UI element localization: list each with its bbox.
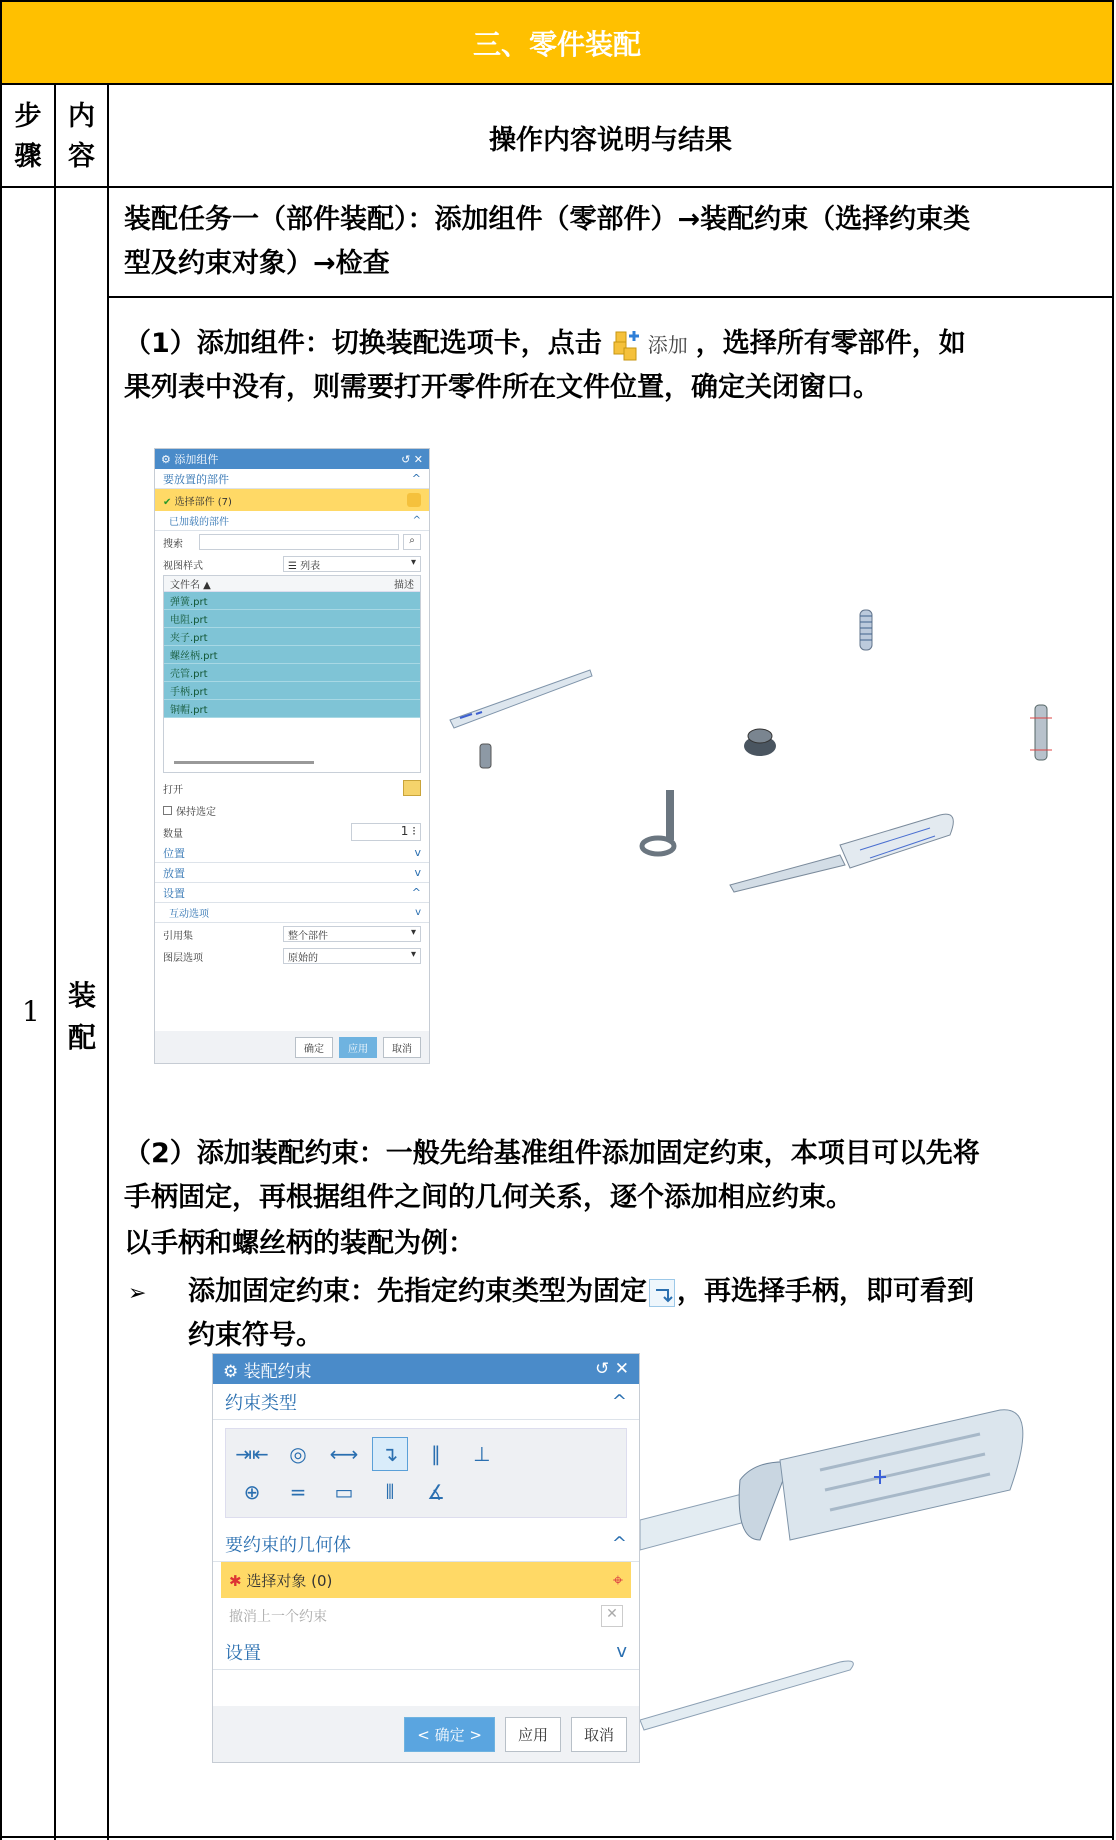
header-bottom-line — [0, 186, 1114, 188]
step2-line-1: （2）添加装配约束：一般先给基准组件添加固定约束，本项目可以先将 — [124, 1138, 980, 1169]
add-component-inline — [610, 323, 688, 367]
header-content-1: 内 — [68, 101, 95, 132]
open-folder-icon[interactable] — [403, 780, 421, 796]
loaded-parts-label: 已加载的部件 — [169, 517, 229, 528]
chevron-down-icon: v — [414, 846, 421, 859]
step1-part-a: （1）添加组件：切换装配选项卡，点击 — [124, 328, 602, 359]
pin-part — [1030, 705, 1052, 760]
perpendicular-icon[interactable]: ⊥ — [473, 1442, 491, 1466]
ok-button[interactable]: 确定 — [295, 1037, 333, 1058]
view-style-select[interactable]: ☰ 列表 ▾ — [283, 556, 421, 572]
gear-icon: ⚙ — [223, 1361, 239, 1382]
undo-last-row — [213, 1598, 639, 1634]
file-item[interactable]: 手柄.prt — [164, 682, 420, 700]
add-component-dialog — [154, 448, 430, 1064]
section-parts[interactable] — [155, 469, 429, 489]
file-item[interactable]: 弹簧.prt — [164, 592, 420, 610]
chevron-up-icon: ^ — [411, 472, 421, 485]
reference-set-value: 整个部件 — [288, 931, 328, 942]
table-divider-2 — [107, 85, 109, 1840]
keep-selected-row[interactable] — [155, 799, 429, 821]
shaft-part — [450, 670, 592, 728]
add-component-icon — [610, 328, 644, 362]
bullet-line-1 — [188, 1270, 974, 1314]
file-item[interactable]: 壳管.prt — [164, 664, 420, 682]
apply-button[interactable]: 应用 — [505, 1717, 561, 1752]
search-input[interactable] — [199, 534, 399, 550]
keep-selected-label: 保持选定 — [176, 806, 216, 818]
reference-set-select[interactable]: 整个部件 ▾ — [283, 926, 421, 942]
section-constraint-type[interactable] — [213, 1384, 639, 1420]
chevron-up-icon: ^ — [611, 1533, 627, 1554]
ok-button[interactable]: < 确定 > — [404, 1717, 495, 1752]
bullet-marker: ➢ — [128, 1281, 147, 1306]
file-list-header — [164, 576, 420, 592]
layer-option-label: 图层选项 — [163, 952, 203, 964]
loaded-parts-header[interactable] — [155, 511, 429, 531]
section-type-label: 约束类型 — [225, 1392, 297, 1414]
header-content-2: 容 — [68, 141, 95, 172]
required-star-icon: ✱ — [229, 1571, 242, 1590]
clip-part — [642, 790, 674, 854]
layer-option-select[interactable]: 原始的 ▾ — [283, 948, 421, 964]
search-label: 搜索 — [163, 538, 183, 550]
bond-icon[interactable]: = — [289, 1480, 307, 1504]
section-placement[interactable] — [155, 863, 429, 883]
header-step-1: 步 — [14, 101, 42, 132]
table-bottom-line — [0, 1836, 1114, 1838]
cancel-button[interactable]: 取消 — [383, 1037, 421, 1058]
reference-set-label: 引用集 — [163, 930, 193, 942]
concentric-icon[interactable]: ◎ — [289, 1442, 307, 1466]
align-lock-icon[interactable]: ⊕ — [243, 1480, 261, 1504]
dialog-buttons — [155, 1031, 429, 1063]
nut-part — [744, 729, 776, 756]
step1-line-2: 果列表中没有，则需要打开零件所在文件位置，确定关闭窗口。 — [124, 372, 880, 403]
chevron-up-icon: ^ — [411, 886, 421, 899]
task-line-1: 装配任务一（部件装配）：添加组件（零部件）→装配约束（选择约束类 — [124, 204, 971, 235]
reference-set-row — [155, 923, 429, 945]
constraint-type-grid — [225, 1428, 627, 1518]
reset-icon[interactable]: ↺ — [401, 452, 411, 466]
part-select-icon — [407, 493, 421, 507]
spring-part — [860, 610, 872, 650]
select-parts-row[interactable] — [155, 489, 429, 511]
header-description: 操作内容说明与结果 — [489, 124, 732, 156]
apply-button[interactable]: 应用 — [339, 1037, 377, 1058]
touch-align-icon[interactable]: ⇥⇤ — [235, 1442, 269, 1466]
task-bottom-line — [107, 296, 1114, 298]
step1-line-1 — [124, 322, 966, 367]
small-cylinder-part — [480, 744, 491, 768]
gear-icon: ⚙ — [161, 453, 171, 466]
section-position-label: 位置 — [163, 846, 185, 860]
undo-last-label: 撤消上一个约束 — [229, 1609, 327, 1625]
cancel-button[interactable]: 取消 — [571, 1717, 627, 1752]
handle-illustration — [640, 1400, 1080, 1740]
step2-line-2: 手柄固定，再根据组件之间的几何关系，逐个添加相应约束。 — [124, 1182, 853, 1213]
shaft-part — [640, 1661, 853, 1730]
dialog-titlebar — [155, 449, 429, 469]
chevron-down-icon: v — [616, 1641, 627, 1662]
dialog-titlebar — [213, 1354, 639, 1384]
assembly-constraint-dialog — [212, 1353, 640, 1763]
section-settings-label: 设置 — [163, 886, 185, 900]
quantity-stepper[interactable]: 1 ⁝ — [351, 823, 421, 841]
view-style-row — [155, 553, 429, 575]
search-row — [155, 531, 429, 553]
crosshair-icon[interactable]: ⌖ — [612, 1569, 623, 1591]
quantity-row — [155, 821, 429, 843]
step-number: 1 — [22, 995, 40, 1028]
list-scrollbar[interactable] — [174, 761, 314, 764]
header-step-2: 骤 — [14, 141, 42, 172]
quantity-value: 1 — [400, 824, 409, 838]
dialog-buttons — [213, 1706, 639, 1762]
task-line-2: 型及约束对象）→检查 — [124, 248, 390, 279]
select-parts-label: 选择部件 (7) — [174, 496, 232, 508]
section-parts-label: 要放置的部件 — [163, 472, 229, 486]
table-border-right — [1112, 85, 1114, 1840]
layer-option-row — [155, 945, 429, 967]
file-list — [163, 575, 421, 773]
chevron-up-icon: ^ — [412, 515, 421, 526]
section-geometry-label: 要约束的几何体 — [225, 1534, 351, 1556]
chevron-down-icon: v — [414, 866, 421, 879]
dialog-title: 添加组件 — [174, 453, 219, 466]
dialog-title: 装配约束 — [243, 1361, 312, 1382]
content-label-1: 装 — [67, 979, 96, 1012]
section-settings[interactable] — [155, 883, 429, 903]
interaction-options[interactable] — [155, 903, 429, 923]
undo-icon[interactable]: ✕ — [601, 1605, 623, 1627]
add-component-label: 添加 — [647, 332, 688, 357]
handle-part — [640, 1410, 1023, 1550]
content-label-2: 配 — [67, 1021, 96, 1054]
section-placement-label: 放置 — [163, 866, 185, 880]
file-item[interactable]: 铜帽.prt — [164, 700, 420, 718]
section-geometry[interactable] — [213, 1526, 639, 1562]
example-line: 以手柄和螺丝柄的装配为例： — [124, 1228, 475, 1259]
file-item[interactable]: 螺丝柄.prt — [164, 646, 420, 664]
reset-icon[interactable]: ↺ — [595, 1359, 610, 1379]
chevron-up-icon: ^ — [611, 1391, 627, 1412]
quantity-label: 数量 — [163, 828, 183, 840]
bullet-part-a: 添加固定约束：先指定约束类型为固定 — [188, 1276, 647, 1307]
select-object-label: 选择对象 (0) — [246, 1571, 333, 1590]
select-object-row[interactable] — [221, 1562, 631, 1598]
section-settings[interactable] — [213, 1634, 639, 1670]
parts-illustration — [440, 600, 1100, 920]
section-settings-label: 设置 — [225, 1642, 261, 1664]
check-icon: ✔ — [163, 496, 172, 508]
col-desc[interactable]: 描述 — [394, 580, 414, 591]
fit-icon[interactable]: ▭ — [334, 1480, 354, 1504]
view-style-label: 视图样式 — [163, 560, 203, 572]
table-divider-1 — [54, 85, 56, 1840]
header-step — [2, 92, 54, 182]
file-item[interactable]: 电阻.prt — [164, 610, 420, 628]
checkbox-icon[interactable] — [163, 806, 172, 815]
file-item[interactable]: 夹子.prt — [164, 628, 420, 646]
screwdriver-part — [730, 814, 953, 892]
section-title: 三、零件装配 — [0, 0, 1114, 85]
fix-constraint-icon — [649, 1279, 675, 1307]
open-label: 打开 — [163, 784, 183, 796]
center-icon[interactable]: ⫴ — [385, 1480, 395, 1504]
chevron-down-icon: v — [415, 907, 421, 918]
open-row — [155, 777, 429, 799]
close-icon[interactable]: ✕ — [614, 1359, 629, 1379]
bullet-part-b: ，再选择手柄，即可看到 — [677, 1276, 974, 1307]
header-content — [56, 92, 107, 182]
bullet-line-2: 约束符号。 — [188, 1320, 323, 1351]
fix-icon[interactable]: ↴ — [372, 1437, 408, 1471]
layer-option-value: 原始的 — [288, 953, 318, 964]
close-icon[interactable]: ✕ — [413, 452, 423, 466]
interaction-options-label: 互动选项 — [169, 909, 209, 920]
search-icon[interactable]: ⌕ — [403, 534, 421, 550]
step1-part-b: ，选择所有零部件，如 — [695, 328, 966, 359]
angle-icon[interactable]: ∡ — [427, 1480, 445, 1504]
col-filename[interactable]: 文件名 ▲ — [170, 580, 211, 591]
view-style-value: 列表 — [300, 561, 321, 572]
distance-icon[interactable]: ⟷ — [329, 1442, 359, 1466]
parallel-icon[interactable]: ∥ — [431, 1442, 441, 1466]
content-label — [64, 975, 100, 1059]
section-position[interactable] — [155, 843, 429, 863]
table-border-left — [0, 85, 2, 1840]
